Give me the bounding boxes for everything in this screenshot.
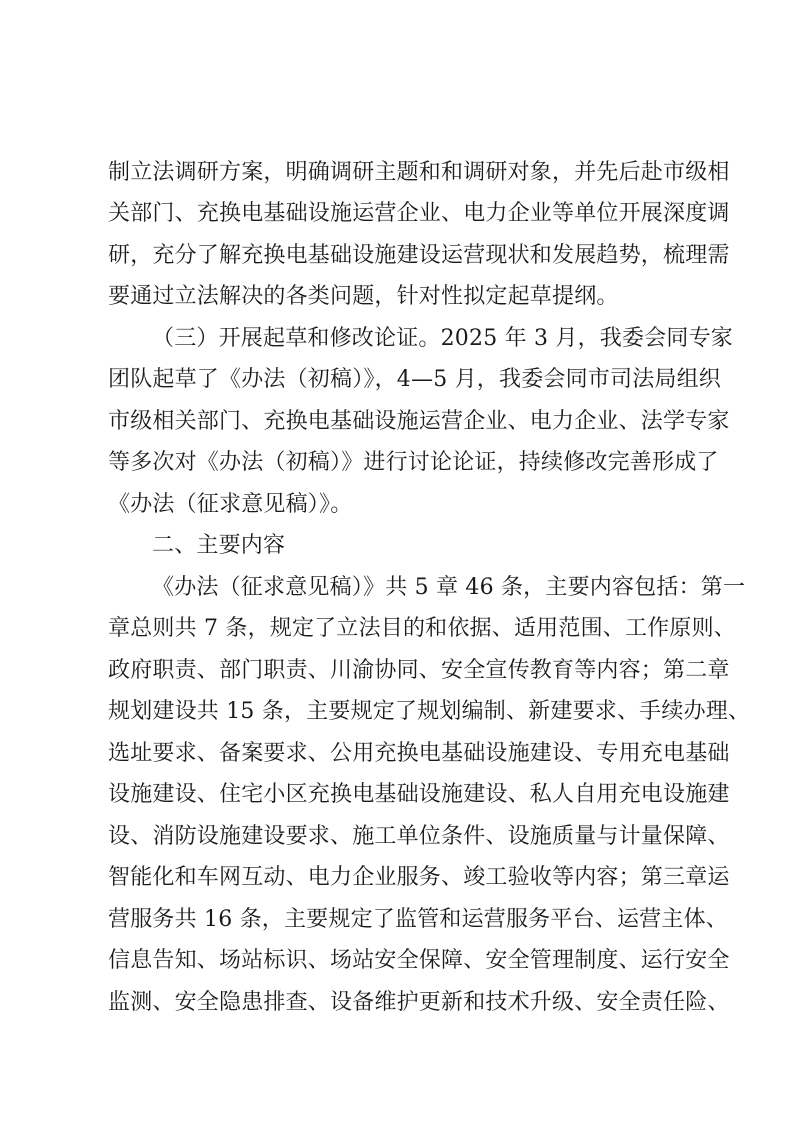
- paragraph-line: 《办法（征求意见稿）》共 5 章 46 条，主要内容包括：第一: [152, 575, 746, 600]
- paragraph-line: 研，充分了解充换电基础设施建设运营现状和发展趋势，梳理需: [108, 243, 730, 268]
- paragraph-line: 选址要求、备案要求、公用充换电基础设施建设、专用充电基础: [108, 741, 730, 766]
- paragraph-line: 设施建设、住宅小区充换电基础设施建设、私人自用充电设施建: [108, 782, 730, 807]
- paragraph-line: 信息告知、场站标识、场站安全保障、安全管理制度、运行安全: [108, 948, 730, 973]
- paragraph-line: 设、消防设施建设要求、施工单位条件、设施质量与计量保障、: [108, 824, 730, 849]
- paragraph-line: 等多次对《办法（初稿）》进行讨论论证，持续修改完善形成了: [108, 450, 719, 475]
- paragraph-line: 营服务共 16 条，主要规定了监管和运营服务平台、运营主体、: [108, 907, 728, 932]
- paragraph-line: 关部门、充换电基础设施运营企业、电力企业等单位开展深度调: [108, 201, 730, 226]
- paragraph-line: 制立法调研方案，明确调研主题和和调研对象，并先后赴市级相: [108, 160, 730, 185]
- paragraph-line: 团队起草了《办法（初稿）》，4—5 月，我委会同市司法局组织: [108, 367, 721, 392]
- paragraph-line: 政府职责、部门职责、川渝协同、安全宣传教育等内容；第二章: [108, 658, 730, 683]
- paragraph-line: 章总则共 7 条，规定了立法目的和依据、适用范围、工作原则、: [108, 616, 736, 641]
- paragraph-line: 智能化和车网互动、电力企业服务、竣工验收等内容；第三章运: [108, 865, 730, 890]
- paragraph-line: 《办法（征求意见稿）》。: [108, 492, 353, 517]
- paragraph-line: 规划建设共 15 条，主要规定了规划编制、新建要求、手续办理、: [108, 699, 751, 724]
- section-paragraph-start: （三）开展起草和修改论证。2025 年 3 月，我委会同专家: [152, 326, 733, 351]
- section-heading: 二、主要内容: [152, 533, 286, 558]
- paragraph-line: 市级相关部门、充换电基础设施运营企业、电力企业、法学专家: [108, 409, 730, 434]
- paragraph-line: 监测、安全隐患排查、设备维护更新和技术升级、安全责任险、: [108, 990, 730, 1015]
- paragraph-line: 要通过立法解决的各类问题，针对性拟定起草提纲。: [108, 284, 619, 309]
